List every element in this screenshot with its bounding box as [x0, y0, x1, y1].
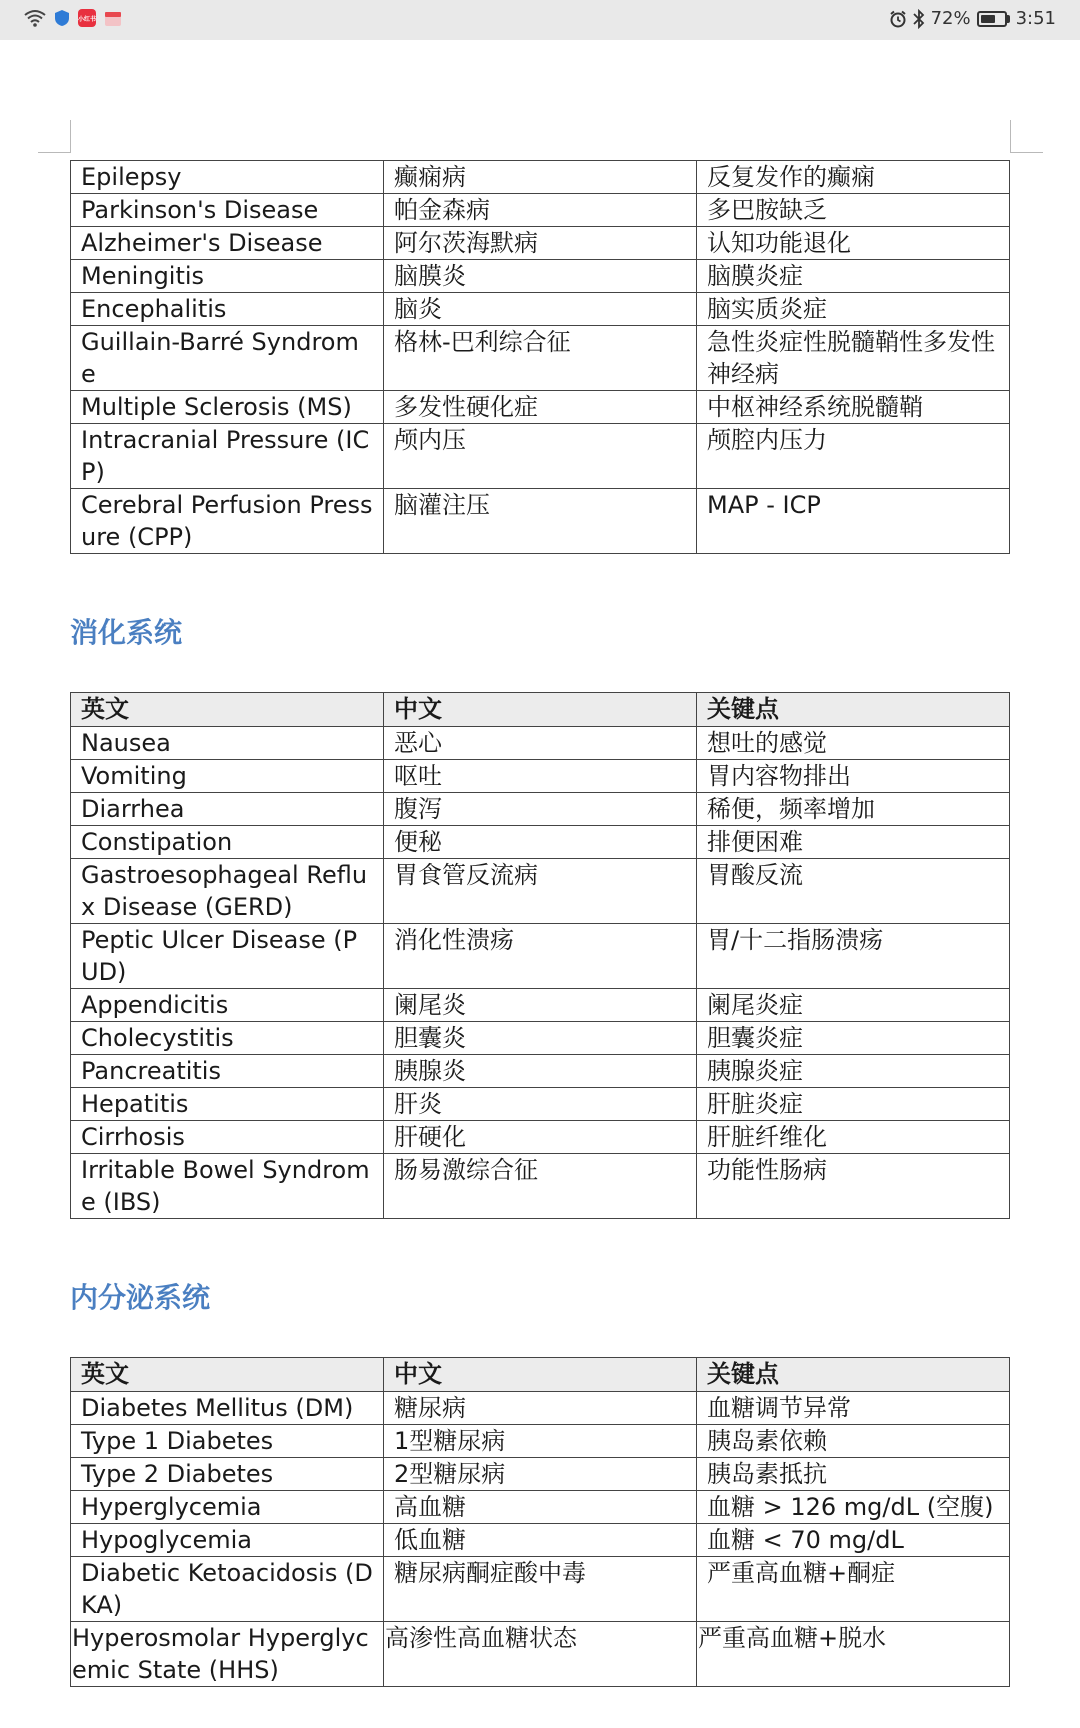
column-header: 中文 [384, 1358, 697, 1392]
table-cell: 脑膜炎 [384, 260, 697, 293]
alarm-icon [889, 10, 907, 28]
table-cell: Guillain-Barré Syndrome [71, 326, 384, 391]
table-cell: Type 2 Diabetes [71, 1458, 384, 1491]
table-row [71, 1022, 1010, 1055]
table-cell: Pancreatitis [71, 1055, 384, 1088]
table-cell: 颅内压 [384, 424, 697, 489]
table-cell: 胃内容物排出 [697, 760, 1010, 793]
table-cell: 严重高血糖+酮症 [697, 1557, 1010, 1622]
table-cell: Vomiting [71, 760, 384, 793]
table-cell: 糖尿病 [384, 1392, 697, 1425]
table-cell: 血糖 > 126 mg/dL (空腹) [697, 1491, 1010, 1524]
table-cell: 消化性溃疡 [384, 924, 697, 989]
table-cell: 脑实质炎症 [697, 293, 1010, 326]
table-cell: 糖尿病酮症酸中毒 [384, 1557, 697, 1622]
table-cell: Irritable Bowel Syndrome (IBS) [71, 1154, 384, 1219]
table-cell: 想吐的感觉 [697, 727, 1010, 760]
table-row [71, 760, 1010, 793]
table-cell: 多发性硬化症 [384, 391, 697, 424]
table-cell: 肝硬化 [384, 1121, 697, 1154]
table-row [71, 989, 1010, 1022]
status-bar [0, 0, 1080, 40]
table-cell: 血糖 < 70 mg/dL [697, 1524, 1010, 1557]
table-cell: Type 1 Diabetes [71, 1425, 384, 1458]
table-row [71, 1491, 1010, 1524]
table-cell: 胆囊炎 [384, 1022, 697, 1055]
table-row [71, 424, 1010, 489]
table-cell: 颅腔内压力 [697, 424, 1010, 489]
table-row [71, 1154, 1010, 1219]
table-cell: 胆囊炎症 [697, 1022, 1010, 1055]
table-cell: 肝脏炎症 [697, 1088, 1010, 1121]
table-cell: 帕金森病 [384, 194, 697, 227]
endocrine-section-heading: 内分泌系统 [70, 1281, 211, 1314]
table-cell: 癫痫病 [384, 161, 697, 194]
table-row [71, 727, 1010, 760]
table-cell: 腹泻 [384, 793, 697, 826]
table-cell: Gastroesophageal Reflux Disease (GERD) [71, 859, 384, 924]
table-cell: 高血糖 [384, 1491, 697, 1524]
table-row [71, 1392, 1010, 1425]
digestive-terms-table [70, 692, 1010, 1219]
table-cell: Meningitis [71, 260, 384, 293]
table-cell: 阑尾炎 [384, 989, 697, 1022]
table-cell: 便秘 [384, 826, 697, 859]
table-row [71, 293, 1010, 326]
table-cell: 肝炎 [384, 1088, 697, 1121]
table-cell: Hepatitis [71, 1088, 384, 1121]
security-shield-icon [54, 9, 70, 27]
table-cell: Hyperglycemia [71, 1491, 384, 1524]
table-cell: Hyperosmolar Hyperglycemic State (HHS) [71, 1622, 384, 1687]
table-cell: Diabetes Mellitus (DM) [71, 1392, 384, 1425]
table-cell: 功能性肠病 [697, 1154, 1010, 1219]
page-corner-mark-left [38, 120, 71, 153]
table-cell: 胰腺炎症 [697, 1055, 1010, 1088]
table-cell: Diabetic Ketoacidosis (DKA) [71, 1557, 384, 1622]
table-cell: 阑尾炎症 [697, 989, 1010, 1022]
table-cell: 恶心 [384, 727, 697, 760]
table-row [71, 391, 1010, 424]
table-cell: 低血糖 [384, 1524, 697, 1557]
table-row [71, 260, 1010, 293]
table-row [71, 489, 1010, 554]
table-cell: Diarrhea [71, 793, 384, 826]
table-cell: 高渗性高血糖状态 [384, 1622, 697, 1687]
table-cell: MAP - ICP [697, 489, 1010, 554]
column-header: 英文 [71, 693, 384, 727]
table-cell: 脑膜炎症 [697, 260, 1010, 293]
bluetooth-icon [913, 9, 925, 29]
table-row [71, 1121, 1010, 1154]
table-row [71, 924, 1010, 989]
table-cell: 2型糖尿病 [384, 1458, 697, 1491]
app-badge-text: 小红书 [78, 15, 97, 23]
table-cell: 胰腺炎 [384, 1055, 697, 1088]
table-cell: 稀便，频率增加 [697, 793, 1010, 826]
table-cell: Multiple Sclerosis (MS) [71, 391, 384, 424]
table-row [71, 1055, 1010, 1088]
column-header: 关键点 [697, 1358, 1010, 1392]
table-cell: 胰岛素依赖 [697, 1425, 1010, 1458]
table-cell: Hypoglycemia [71, 1524, 384, 1557]
table-cell: 肝脏纤维化 [697, 1121, 1010, 1154]
table-row [71, 194, 1010, 227]
gift-notification-icon [104, 9, 122, 27]
table-row [71, 859, 1010, 924]
table-cell: 严重高血糖+脱水 [697, 1622, 1010, 1687]
table-cell: 阿尔茨海默病 [384, 227, 697, 260]
column-header: 关键点 [697, 693, 1010, 727]
table-cell: 认知功能退化 [697, 227, 1010, 260]
table-cell: Intracranial Pressure (ICP) [71, 424, 384, 489]
table-row [71, 227, 1010, 260]
table-cell: 胃食管反流病 [384, 859, 697, 924]
table-row [71, 1622, 1010, 1687]
table-row [71, 161, 1010, 194]
table-cell: 多巴胺缺乏 [697, 194, 1010, 227]
table-cell: 胃酸反流 [697, 859, 1010, 924]
xiaohongshu-app-icon [78, 9, 96, 27]
table-cell: 血糖调节异常 [697, 1392, 1010, 1425]
table-cell: 排便困难 [697, 826, 1010, 859]
table-cell: 中枢神经系统脱髓鞘 [697, 391, 1010, 424]
battery-percentage: 72% [930, 8, 971, 29]
table-cell: Cirrhosis [71, 1121, 384, 1154]
table-cell: Cholecystitis [71, 1022, 384, 1055]
table-row [71, 793, 1010, 826]
table-cell: 急性炎症性脱髓鞘性多发性神经病 [697, 326, 1010, 391]
table-cell: Alzheimer's Disease [71, 227, 384, 260]
column-header: 英文 [71, 1358, 384, 1392]
table-cell: 胰岛素抵抗 [697, 1458, 1010, 1491]
table-header-row [71, 1358, 1010, 1392]
table-cell: Encephalitis [71, 293, 384, 326]
table-cell: 呕吐 [384, 760, 697, 793]
table-row [71, 326, 1010, 391]
table-cell: 肠易激综合征 [384, 1154, 697, 1219]
table-cell: Epilepsy [71, 161, 384, 194]
table-row [71, 1425, 1010, 1458]
table-header-row [71, 693, 1010, 727]
table-row [71, 826, 1010, 859]
clock-time: 3:51 [1015, 8, 1056, 29]
table-cell: Constipation [71, 826, 384, 859]
column-header: 中文 [384, 693, 697, 727]
digestive-section-heading: 消化系统 [70, 616, 183, 649]
table-row [71, 1088, 1010, 1121]
battery-icon [977, 11, 1010, 27]
page-corner-mark-right [1010, 120, 1043, 153]
table-cell: 反复发作的癫痫 [697, 161, 1010, 194]
table-cell: 胃/十二指肠溃疡 [697, 924, 1010, 989]
table-cell: 格林-巴利综合征 [384, 326, 697, 391]
endocrine-terms-table [70, 1357, 1010, 1687]
table-cell: 脑灌注压 [384, 489, 697, 554]
table-row [71, 1524, 1010, 1557]
wifi-icon [24, 9, 46, 27]
neurology-terms-table [70, 160, 1010, 554]
table-row [71, 1557, 1010, 1622]
table-cell: Appendicitis [71, 989, 384, 1022]
table-cell: Nausea [71, 727, 384, 760]
table-cell: Parkinson's Disease [71, 194, 384, 227]
table-cell: 1型糖尿病 [384, 1425, 697, 1458]
table-cell: Peptic Ulcer Disease (PUD) [71, 924, 384, 989]
table-cell: Cerebral Perfusion Pressure (CPP) [71, 489, 384, 554]
table-cell: 脑炎 [384, 293, 697, 326]
table-row [71, 1458, 1010, 1491]
